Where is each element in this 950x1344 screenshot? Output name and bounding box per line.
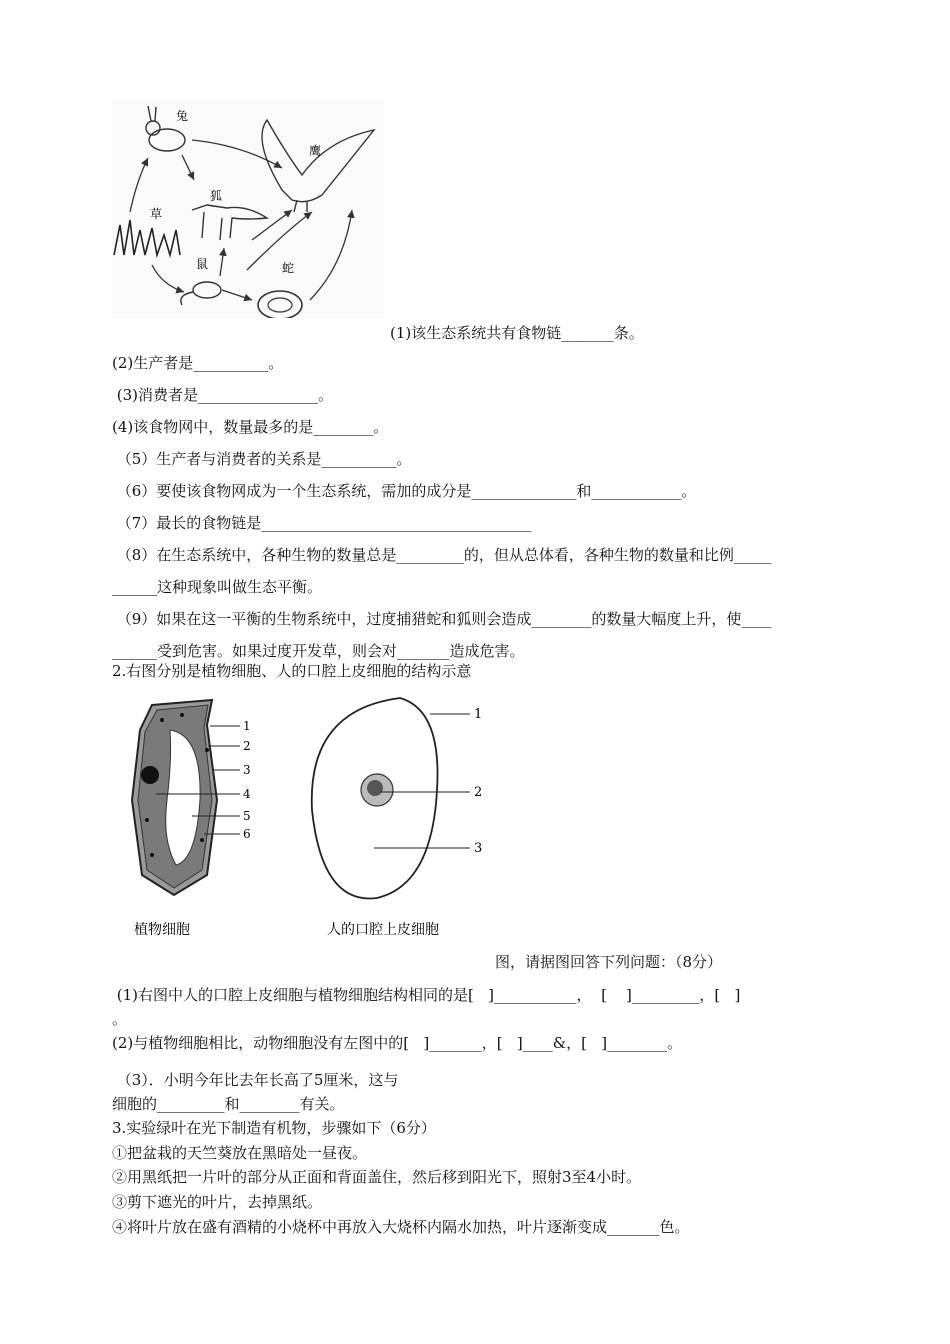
q3-line-5: ④将叶片放在盛有酒精的小烧杯中再放入大烧杯内隔水加热，叶片逐渐变成_______色。 [112, 1218, 690, 1236]
q1-line-10: （9）如果在这一平衡的生物系统中，过度捕猎蛇和狐则会造成________的数量大幅度上升，使____ [112, 610, 772, 628]
eagle-label: 鹰 [309, 144, 322, 158]
q1-line-7: （7）最长的食物链是____________________________________ [112, 514, 532, 532]
q1-line-1: (1)该生态系统共有食物链_______条。 [390, 324, 644, 342]
q3-line-3: ②用黑纸把一片叶的部分从正面和背面盖住，然后移到阳光下，照射3至4小时。 [112, 1168, 642, 1186]
q2-continued: 图，请据图回答下列问题：（8分） [495, 953, 723, 971]
q2-line-1: (1)右图中人的口腔上皮细胞与植物细胞结构相同的是[ ]___________， [ ]_________，[ ] [112, 986, 741, 1004]
plant-label-3: 3 [243, 763, 251, 777]
q1-line-5: （5）生产者与消费者的关系是__________。 [112, 450, 412, 468]
q3-line-4: ③剪下遮光的叶片，去掉黑纸。 [112, 1193, 323, 1211]
q2-line-4: （3）．小明今年比去年长高了5厘米，这与 [112, 1071, 399, 1089]
mouse-label: 鼠 [196, 257, 209, 271]
fox-label: 狐 [210, 189, 223, 203]
q1-line-3: (3)消费者是________________。 [112, 386, 334, 404]
q2-title: 2.右图分别是植物细胞、人的口腔上皮细胞的结构示意 [112, 662, 472, 680]
cell-diagram-figure [112, 690, 542, 950]
q1-line-11: ______受到危害。如果过度开发草，则会对_______造成危害。 [112, 642, 525, 660]
plant-cell-caption: 植物细胞 [134, 922, 190, 938]
q1-line-4: (4)该食物网中，数量最多的是________。 [112, 418, 389, 436]
q2-line-3: (2)与植物细胞相比，动物细胞没有左图中的[ ]_______，[ ]____&，[ ]________。 [112, 1034, 683, 1052]
plant-label-5: 5 [243, 809, 251, 823]
plant-label-2: 2 [243, 739, 251, 753]
q2-line-5: 细胞的_________和________有关。 [112, 1095, 345, 1113]
plant-label-4: 4 [243, 787, 251, 801]
human-label-1: 1 [474, 707, 483, 722]
q1-line-6: （6）要使该食物网成为一个生态系统，需加的成分是______________和____________。 [112, 482, 697, 500]
food-web-figure [112, 100, 384, 318]
plant-label-6: 6 [243, 827, 251, 841]
q1-line-9: ______这种现象叫做生态平衡。 [112, 578, 323, 596]
human-cell-drawing [312, 698, 438, 898]
human-label-2: 2 [474, 785, 483, 800]
q1-line-2: (2)生产者是__________。 [112, 354, 284, 372]
snake-label: 蛇 [282, 261, 295, 275]
human-label-3: 3 [474, 841, 483, 856]
plant-cell-drawing [132, 700, 217, 895]
rabbit-label: 兔 [176, 109, 189, 123]
q1-line-8: （8）在生态系统中，各种生物的数量总是_________的，但从总体看，各种生物的数量和比例_____ [112, 546, 772, 564]
q2-line-2: 。 [112, 1010, 128, 1028]
human-cell-caption: 人的口腔上皮细胞 [327, 922, 439, 938]
grass-label: 草 [150, 207, 163, 221]
q3-line-2: ①把盆栽的天竺葵放在黑暗处一昼夜。 [112, 1144, 368, 1162]
q3-line-1: 3.实验绿叶在光下制造有机物，步骤如下（6分） [112, 1119, 436, 1137]
plant-label-1: 1 [243, 719, 251, 733]
